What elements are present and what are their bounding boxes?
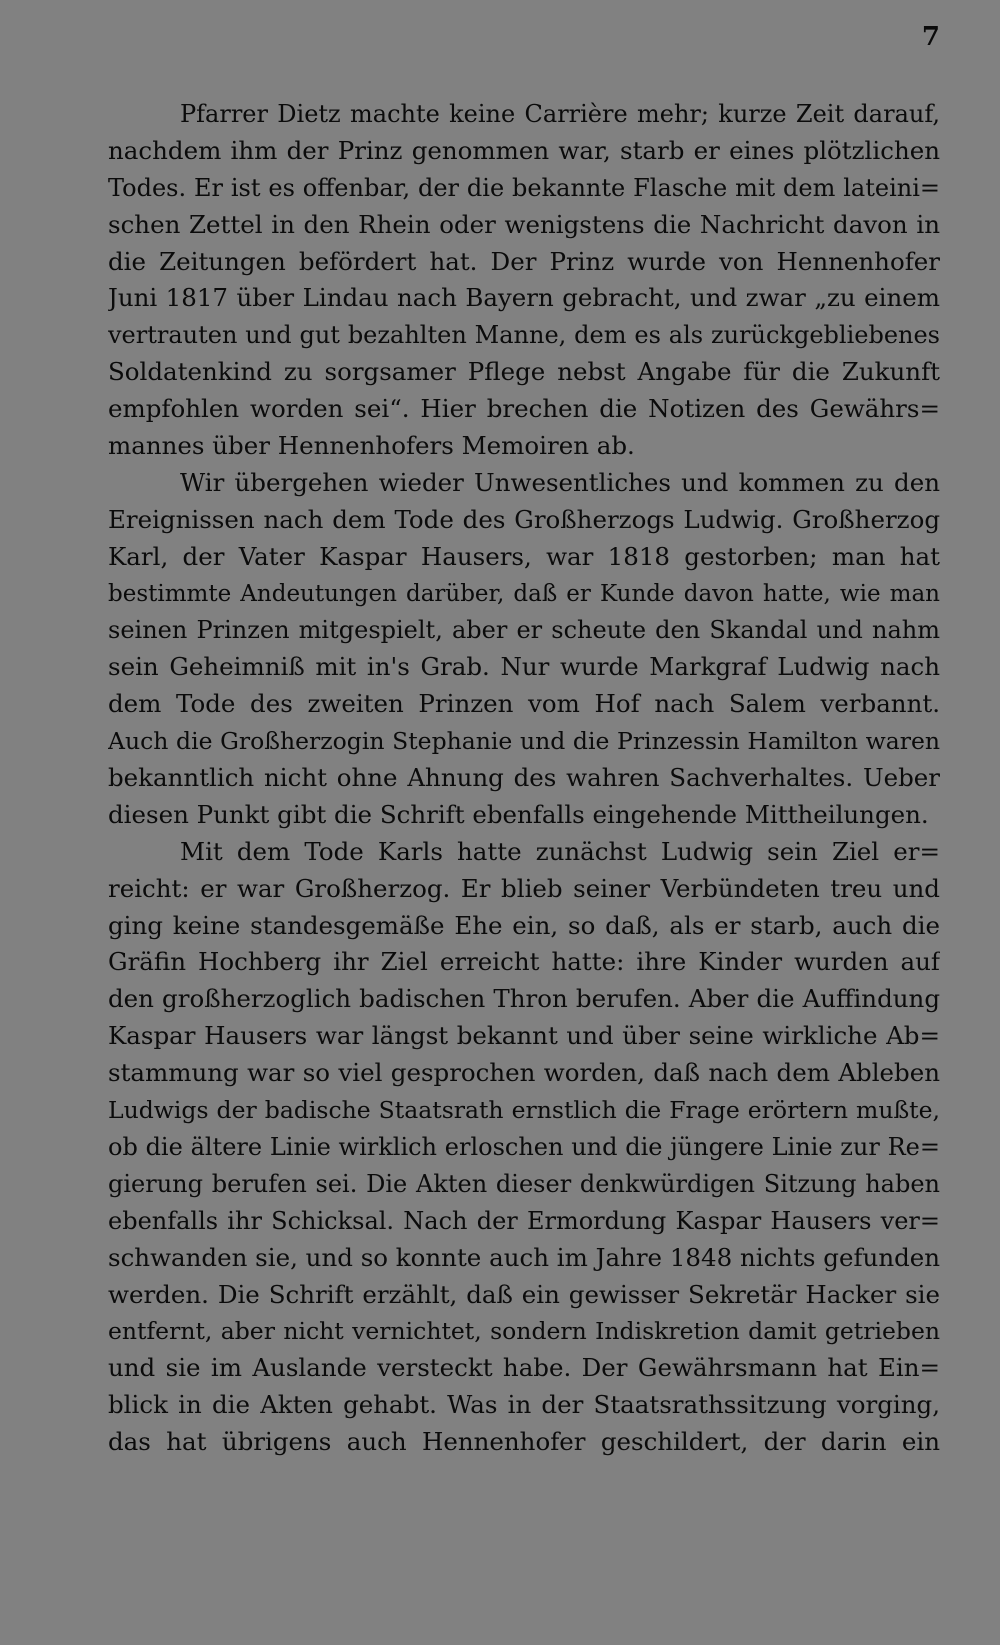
text-line: blick in die Akten gehabt. Was in der Staatsrathssitzung vorging, bbox=[108, 1390, 940, 1420]
text-line: gierung berufen sei. Die Akten dieser denkwürdigen Sitzung haben bbox=[108, 1169, 940, 1198]
text-line: werden. Die Schrift erzählt, daß ein gewisser Sekretär Hacker sie bbox=[108, 1279, 940, 1309]
text-line: Pfarrer Dietz machte keine Carrière mehr; kurze Zeit darauf, bbox=[180, 100, 940, 128]
text-line: schen Zettel in den Rhein oder wenigstens die Nachricht davon in bbox=[108, 209, 940, 239]
text-line: seinen Prinzen mitgespielt, aber er scheute den Skandal und nahm bbox=[108, 616, 940, 645]
text-line: schwanden sie, und so konnte auch im Jahre 1848 nichts gefunden bbox=[108, 1242, 940, 1272]
text-line: und sie im Auslande versteckt habe. Der Gewährsmann hat Ein= bbox=[108, 1353, 940, 1383]
text-line: Mit dem Tode Karls hatte zunächst Ludwig sein Ziel er= bbox=[180, 836, 940, 866]
text-line: vertrauten und gut bezahlten Manne, dem es als zurückgebliebenes bbox=[108, 321, 940, 350]
text-line: reicht: er war Großherzog. Er blieb seiner Verbündeten treu und bbox=[108, 873, 940, 903]
text-line: empfohlen worden sei“. Hier brechen die Notizen des Gewährs= bbox=[108, 394, 940, 424]
text-line: ging keine standesgemäße Ehe ein, so daß, als er starb, auch die bbox=[108, 910, 940, 940]
body-text bbox=[108, 96, 940, 1461]
text-line: ob die ältere Linie wirklich erloschen und die jüngere Linie zur Re= bbox=[108, 1132, 940, 1161]
text-line: sein Geheimniß mit in's Grab. Nur wurde Markgraf Ludwig nach bbox=[108, 652, 940, 682]
text-line: Ludwigs der badische Staatsrath ernstlich die Frage erörtern mußte, bbox=[108, 1096, 940, 1125]
text-line: Soldatenkind zu sorgsamer Pflege nebst Angabe für die Zukunft bbox=[108, 357, 940, 387]
text-line: Todes. Er ist es offenbar, der die bekannte Flasche mit dem lateini= bbox=[108, 173, 940, 202]
text-line: nachdem ihm der Prinz genommen war, starb er eines plötzlichen bbox=[108, 135, 940, 165]
text-line: das hat übrigens auch Hennenhofer geschildert, der darin ein bbox=[108, 1427, 940, 1457]
text-line: diesen Punkt gibt die Schrift ebenfalls eingehende Mittheilungen. bbox=[108, 799, 929, 829]
text-line: Gräfin Hochberg ihr Ziel erreicht hatte: ihre Kinder wurden auf bbox=[108, 947, 940, 977]
text-line: stammung war so viel gesprochen worden, daß nach dem Ableben bbox=[108, 1058, 940, 1088]
text-line: Karl, der Vater Kaspar Hausers, war 1818 gestorben; man hat bbox=[108, 541, 940, 571]
text-line: entfernt, aber nicht vernichtet, sondern Indiskretion damit getrieben bbox=[108, 1317, 940, 1346]
text-line: dem Tode des zweiten Prinzen vom Hof nach Salem verbannt. bbox=[108, 689, 940, 719]
text-line: Kaspar Hausers war längst bekannt und über seine wirkliche Ab= bbox=[108, 1021, 940, 1051]
text-line: den großherzoglich badischen Thron berufen. Aber die Auffindung bbox=[108, 984, 940, 1014]
text-line: Auch die Großherzogin Stephanie und die Prinzessin Hamilton waren bbox=[108, 727, 940, 756]
page-number: 7 bbox=[921, 22, 940, 52]
text-line: Ereignissen nach dem Tode des Großherzogs Ludwig. Großherzog bbox=[108, 504, 940, 534]
text-line: die Zeitungen befördert hat. Der Prinz wurde von Hennenhofer bbox=[108, 246, 940, 276]
text-line: bekanntlich nicht ohne Ahnung des wahren Sachverhaltes. Ueber bbox=[108, 763, 940, 793]
text-line: Wir übergehen wieder Unwesentliches und kommen zu den bbox=[180, 467, 940, 497]
text-line: mannes über Hennenhofers Memoiren ab. bbox=[108, 431, 635, 461]
text-line: bestimmte Andeutungen darüber, daß er Kunde davon hatte, wie man bbox=[108, 580, 940, 607]
text-line: ebenfalls ihr Schicksal. Nach der Ermordung Kaspar Hausers ver= bbox=[108, 1206, 940, 1235]
text-line: Juni 1817 über Lindau nach Bayern gebracht, und zwar „zu einem bbox=[108, 283, 940, 313]
